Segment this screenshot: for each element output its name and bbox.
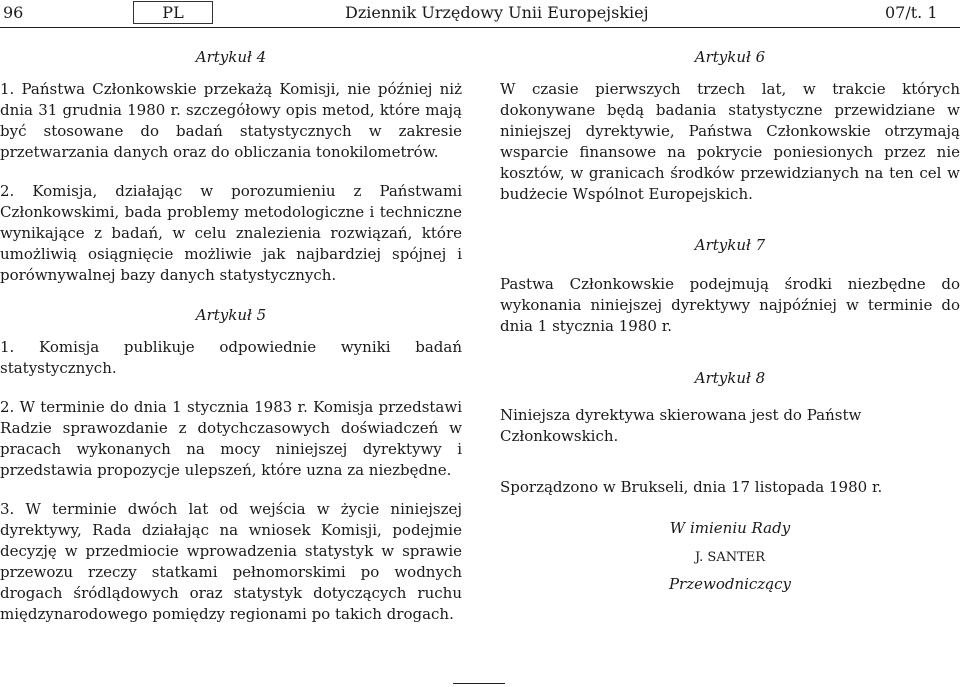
article-5-paragraph-3: 3. W terminie dwóch lat od wejścia w życie niniejszej dyrektywy, Rada działając na wniosek Komisji, podejmie decyzję w przedmiocie wprowadzenia statystyk w sprawie przewozu rzeczy statkami pełnomorskimi po wodnych drogach śródlądowych oraz statystyk dotyczących ruchu międzynarodowego pomiędzy regionami po takich drogach. <box>0 500 462 623</box>
journal-title: Dziennik Urzędowy Unii Europejskiej <box>345 3 649 22</box>
article-4-paragraph-1: 1. Państwa Członkowskie przekażą Komisji, nie później niż dnia 31 grudnia 1980 r. szczegółowy opis metod, które mają być stosowane do badań statystycznych w zakresie przetwarzania danych oraz do obliczania tonokilometrów. <box>0 80 462 161</box>
signatory-role: Przewodniczący <box>668 575 792 593</box>
article-7-title: Artykuł 7 <box>694 236 766 254</box>
article-4-title: Artykuł 4 <box>195 48 267 66</box>
article-5-title: Artykuł 5 <box>195 306 267 324</box>
article-6-title: Artykuł 6 <box>694 48 766 66</box>
article-4-paragraph-2: 2. Komisja, działając w porozumieniu z Państwami Członkowskimi, bada problemy metodologiczne i techniczne wynikające z badań, w celu znalezienia rozwiązań, które umożliwią osiągnięcie możliwie jak najbardziej spójnej i porównywalnej bazy danych statystycznych. <box>0 182 462 284</box>
page-number: 96 <box>3 3 24 22</box>
closing-formula: Sporządzono w Brukseli, dnia 17 listopada 1980 r. <box>500 478 883 496</box>
signatory-name: J. SANTER <box>694 550 766 565</box>
left-column <box>0 47 462 625</box>
header-divider <box>0 27 960 28</box>
right-column <box>500 47 960 595</box>
article-5-paragraph-1: 1. Komisja publikuje odpowiednie wyniki badań statystycznych. <box>0 338 462 377</box>
article-7-paragraph: Pastwa Członkowskie podejmują środki niezbędne do wykonania niniejszej dyrektywy najpóźniej w terminie do dnia 1 stycznia 1980 r. <box>500 275 960 335</box>
page-header <box>0 0 960 30</box>
article-8-paragraph: Niniejsza dyrektywa skierowana jest do Państw Członkowskich. <box>500 406 862 445</box>
article-8-title: Artykuł 8 <box>694 369 766 387</box>
footer-divider <box>453 683 505 684</box>
signature-block <box>500 518 960 595</box>
article-6-paragraph: W czasie pierwszych trzech lat, w trakcie których dokonywane będą badania statystyczne przewidziane w niniejszej dyrektywie, Państwa Członkowskie otrzymają wsparcie finansowe na pokrycie poniesionych przez nie kosztów, w granicach środków przewidzianych na ten cel w budżecie Wspólnot Europejskich. <box>500 80 960 203</box>
signature-on-behalf: W imieniu Rady <box>669 519 791 537</box>
language-code-box: PL <box>133 1 213 24</box>
issue-number: 07/t. 1 <box>885 3 938 22</box>
article-5-paragraph-2: 2. W terminie do dnia 1 stycznia 1983 r. Komisja przedstawi Radzie sprawozdanie z dotychczasowych doświadczeń w pracach wykonanych na mocy niniejszej dyrektywy i przedstawia propozycje ulepszeń, które uzna za niezbędne. <box>0 398 462 479</box>
